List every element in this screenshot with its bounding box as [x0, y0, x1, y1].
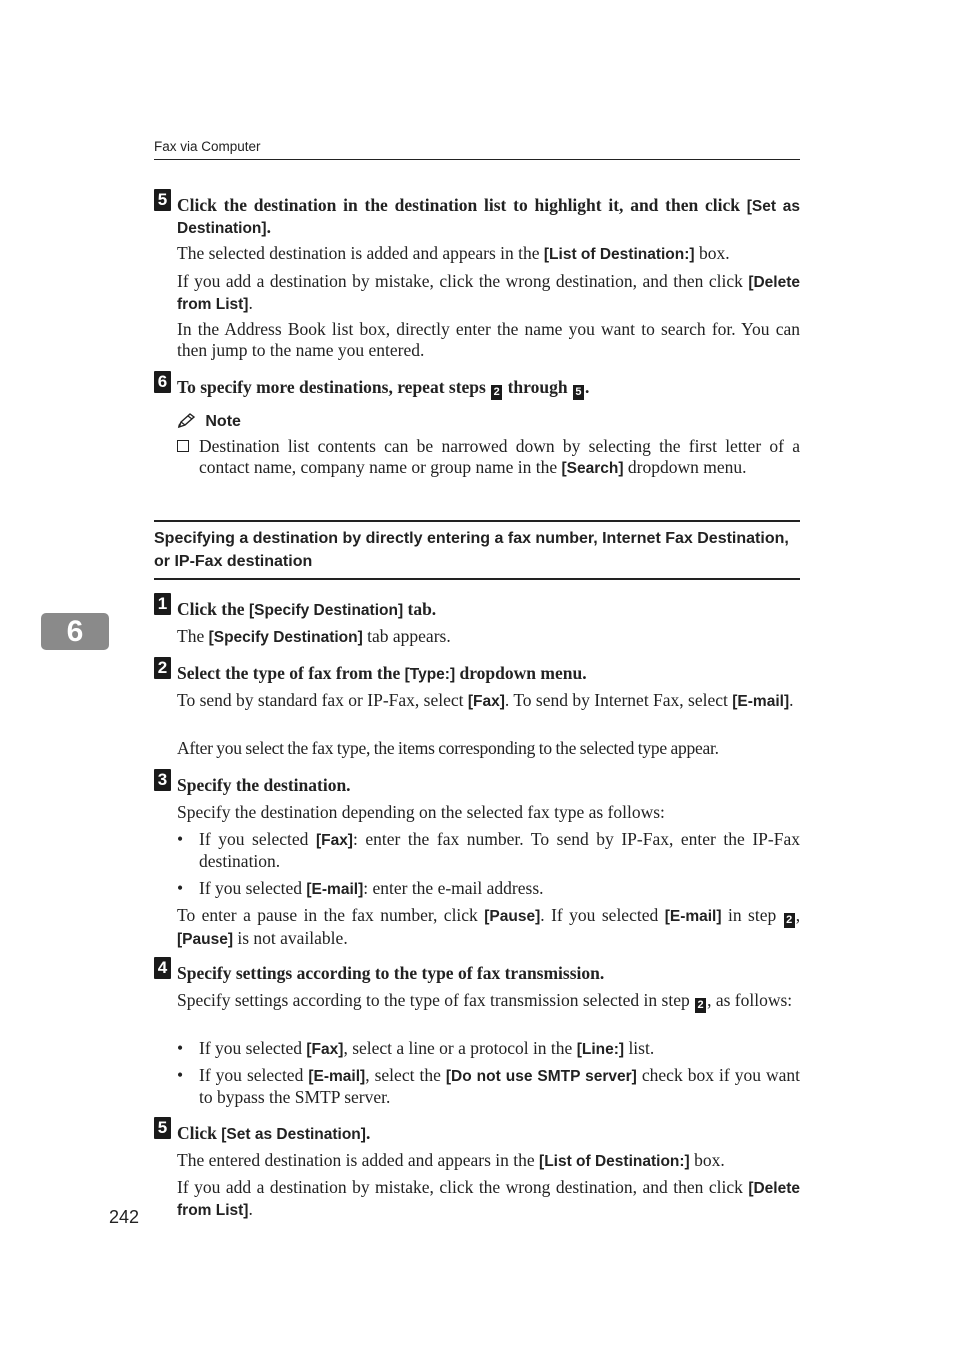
note-text: [199, 436, 800, 479]
step-5-para-3: In the Address Book list box, directly enter the name you want to search for. You can then jump to the name you entered.: [177, 319, 800, 360]
text: . To send by Internet Fax, select: [504, 690, 728, 710]
text: If you selected: [199, 878, 303, 898]
email-ref: [E-mail]: [306, 881, 364, 898]
section-rule-bottom: [154, 578, 800, 580]
step-2-para-2: After you select the fax type, the items corresponding to the selected type appear.: [177, 738, 719, 758]
step-5-para-2: [177, 271, 800, 315]
note-heading: [177, 411, 241, 434]
page-number: 242: [109, 1207, 140, 1227]
bullet-dot: •: [177, 1065, 184, 1085]
text: If you selected: [199, 829, 309, 849]
step-5-para-1: [177, 243, 800, 265]
text: If you add a destination by mistake, click the wrong destination, and then click: [177, 1177, 743, 1197]
step-1-heading: [177, 599, 800, 621]
bullet-dot: •: [177, 878, 184, 898]
text: To enter a pause in the fax number, click: [177, 905, 478, 925]
text: is not available.: [237, 928, 348, 948]
step-4-bullet-2: [177, 1065, 800, 1108]
text: tab appears.: [367, 626, 451, 646]
header-rule: [154, 159, 800, 160]
list-of-destination-ref: [List of Destination:]: [539, 1153, 690, 1170]
step-4-bullet-1: [177, 1038, 800, 1060]
text: Click: [177, 1123, 217, 1143]
text: in step: [727, 905, 777, 925]
list-of-destination-ref: [List of Destination:]: [543, 246, 695, 263]
note-label: Note: [205, 413, 241, 430]
step-5-heading-text: Click the destination in the destination list to highlight it, and then click: [177, 195, 740, 215]
text: : enter the fax number. To send by IP-Fax, enter the IP-Fax destination.: [199, 829, 800, 871]
running-header: Fax via Computer: [154, 139, 261, 154]
pencil-icon: [177, 413, 197, 434]
text: To send by standard fax or IP-Fax, select: [177, 690, 464, 710]
step-2-heading: [177, 663, 800, 685]
step-number-1: 1: [154, 593, 171, 615]
text: The entered destination is added and appears in the: [177, 1150, 535, 1170]
text: If you selected: [199, 1038, 303, 1058]
text: Select the type of fax from the: [177, 663, 401, 683]
text: .: [365, 1123, 371, 1143]
specify-destination-ref: [Specify Destination]: [248, 602, 404, 619]
text: : enter the e-mail address.: [363, 878, 544, 898]
email-ref: [E-mail]: [308, 1068, 366, 1085]
pause-ref: [Pause]: [177, 931, 233, 948]
step-4-para-1: [177, 990, 800, 1013]
text: Click the: [177, 599, 245, 619]
step-ref-2: 2: [784, 913, 795, 928]
pause-ref: [Pause]: [484, 908, 541, 925]
step-2-para-1: [177, 690, 800, 712]
delete-from-list-ref: [Delete from List]: [177, 1180, 801, 1219]
search-ref: [Search]: [561, 460, 624, 477]
text: , select a line or a protocol in the: [343, 1038, 573, 1058]
fax-ref: [Fax]: [315, 832, 353, 849]
line-ref: [Line:]: [576, 1041, 625, 1058]
step-ref-2: 2: [491, 385, 502, 400]
step-5b-para-2: [177, 1177, 800, 1221]
step-3-heading: Specify the destination.: [177, 775, 351, 795]
delete-from-list-ref: [Delete from List]: [177, 274, 801, 313]
step-number-5: 5: [154, 189, 171, 211]
step-4-heading: Specify settings according to the type of fax transmission.: [177, 963, 605, 983]
fax-ref: [Fax]: [467, 693, 505, 710]
bullet-dot: •: [177, 829, 184, 849]
type-ref: [Type:]: [404, 666, 456, 683]
text: tab.: [407, 599, 437, 619]
step-3-para-1: Specify the destination depending on the selected fax type as follows:: [177, 802, 665, 822]
bullet-dot: •: [177, 1038, 184, 1058]
step-5b-para-1: [177, 1150, 800, 1172]
step-number-2: 2: [154, 657, 171, 679]
text: To specify more destinations, repeat steps: [177, 377, 486, 397]
text: , as follows:: [707, 990, 793, 1010]
step-ref-5: 5: [573, 385, 584, 400]
text: .: [248, 293, 253, 313]
text: Destination list contents can be narrowed down by selecting the first letter of a contact name, company name or group name in the: [199, 436, 800, 477]
set-as-destination-ref: [Set as Destination]: [221, 1126, 366, 1143]
section-title: Specifying a destination by directly entering a fax number, Internet Fax Destination, or IP-Fax destination: [154, 530, 789, 570]
step-number-4: 4: [154, 957, 171, 979]
do-not-use-smtp-ref: [Do not use SMTP server]: [445, 1068, 637, 1085]
fax-ref: [Fax]: [306, 1041, 344, 1058]
text: If you add a destination by mistake, click the wrong destination, and then click: [177, 271, 743, 291]
text: .: [789, 690, 794, 710]
step-3-para-2: [177, 905, 800, 950]
text: .: [584, 377, 590, 397]
text: Specify settings according to the type of fax transmission selected in step: [177, 990, 690, 1010]
text: list.: [628, 1038, 655, 1058]
text: The: [177, 626, 205, 646]
text: through: [507, 377, 568, 397]
text: .: [248, 1199, 253, 1219]
step-5-heading: [177, 195, 800, 239]
set-as-destination-ref: [Set as Destination]: [177, 198, 800, 237]
step-5b-heading: [177, 1123, 800, 1145]
text: dropdown menu.: [459, 663, 587, 683]
text: dropdown menu.: [627, 457, 747, 477]
text: If you selected: [199, 1065, 304, 1085]
step-1-para: [177, 626, 800, 648]
text: , select the: [365, 1065, 441, 1085]
email-ref: [E-mail]: [664, 908, 722, 925]
email-ref: [E-mail]: [732, 693, 790, 710]
text: ,: [795, 905, 801, 925]
text: . If you selected: [540, 905, 659, 925]
step-5-heading-end: .: [266, 217, 271, 237]
text: box.: [698, 243, 730, 263]
chapter-tab: 6: [41, 613, 109, 650]
text: box.: [694, 1150, 725, 1170]
step-number-6: 6: [154, 371, 171, 393]
step-3-bullet-1: [177, 829, 800, 872]
step-ref-2: 2: [695, 998, 706, 1013]
text: check box if you want to bypass the SMTP server.: [199, 1065, 801, 1107]
step-3-bullet-2: [177, 878, 800, 900]
specify-destination-ref: [Specify Destination]: [208, 629, 363, 646]
step-number-3: 3: [154, 769, 171, 791]
section-rule-top: [154, 520, 800, 522]
text: The selected destination is added and appears in the: [177, 243, 540, 263]
step-number-5b: 5: [154, 1117, 171, 1139]
note-checkbox-glyph: [177, 440, 189, 452]
step-6-heading: [177, 377, 800, 400]
